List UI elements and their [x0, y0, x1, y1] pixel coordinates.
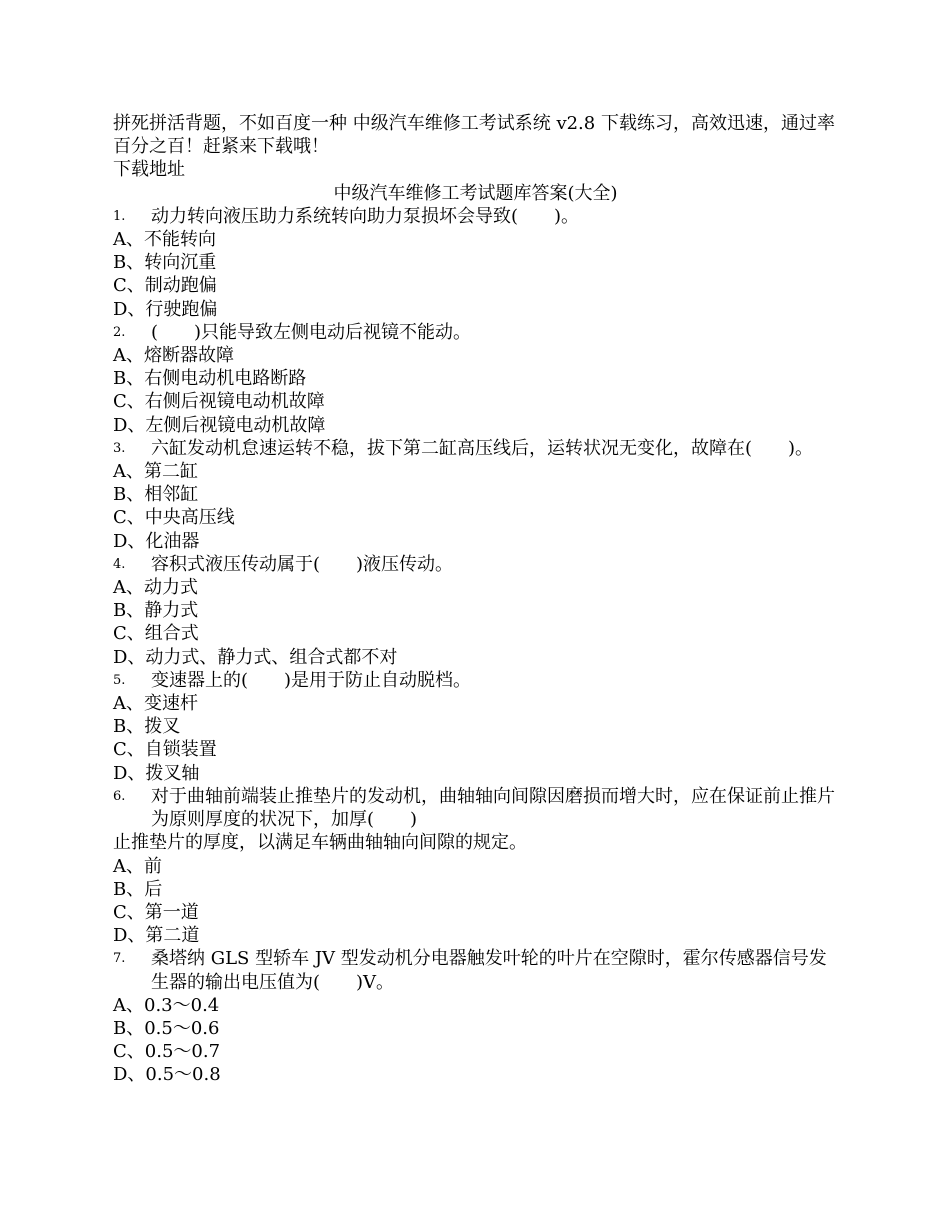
- option-a: A、变速杆: [113, 693, 198, 715]
- option-b: B、转向沉重: [113, 252, 217, 274]
- option-c: C、右侧后视镜电动机故障: [113, 391, 325, 413]
- question-number: 7.: [113, 951, 126, 967]
- question-text: 六缸发动机怠速运转不稳，拔下第二缸高压线后，运转状况无变化，故障在( )。: [151, 437, 814, 459]
- question-number: 6.: [113, 788, 126, 804]
- question-text: 动力转向液压助力系统转向助力泵损坏会导致( )。: [151, 205, 580, 227]
- question-text: 变速器上的( )是用于防止自动脱档。: [151, 669, 472, 691]
- question: [113, 553, 838, 669]
- download-link[interactable]: 下载地址: [113, 159, 185, 181]
- question-text-continuation: 止推垫片的厚度，以满足车辆曲轴轴向间隙的规定。: [113, 832, 527, 854]
- intro-text: 拼死拼活背题，不如百度一种 中级汽车维修工考试系统 v2.8 下载练习，高效迅速，通过率百分之百！赶紧来下载哦！: [113, 113, 835, 158]
- option-c: C、制动跑偏: [113, 275, 217, 297]
- question: [113, 785, 838, 947]
- option-a: A、前: [113, 855, 162, 877]
- question: [113, 205, 838, 321]
- option-b: B、静力式: [113, 600, 199, 622]
- option-a: A、熔断器故障: [113, 345, 234, 367]
- option-a: A、不能转向: [113, 229, 216, 251]
- option-b: B、0.5～0.6: [113, 1017, 220, 1039]
- document-title: 中级汽车维修工考试题库答案(大全): [333, 182, 618, 204]
- document-page: [113, 112, 838, 1087]
- option-d: D、行驶跑偏: [113, 298, 218, 320]
- question: [113, 669, 838, 785]
- option-b: B、拨叉: [113, 716, 181, 738]
- option-b: B、右侧电动机电路断路: [113, 368, 307, 390]
- option-c: C、0.5～0.7: [113, 1041, 221, 1063]
- option-d: D、动力式、静力式、组合式都不对: [113, 646, 398, 668]
- option-d: D、左侧后视镜电动机故障: [113, 414, 326, 436]
- question-number: 2.: [113, 324, 126, 340]
- option-c: C、中央高压线: [113, 507, 235, 529]
- question: [113, 321, 838, 437]
- option-c: C、自锁装置: [113, 739, 217, 761]
- option-a: A、0.3～0.4: [113, 994, 220, 1016]
- option-d: D、化油器: [113, 530, 200, 552]
- question-number: 3.: [113, 440, 126, 456]
- question-number: 1.: [113, 208, 126, 224]
- question: [113, 437, 838, 553]
- option-a: A、第二缸: [113, 461, 198, 483]
- question-text: 对于曲轴前端装止推垫片的发动机，曲轴轴向间隙因磨损而增大时，应在保证前止推片为原则厚度的状况下，加厚( ): [151, 785, 835, 831]
- option-b: B、后: [113, 878, 163, 900]
- question: [113, 947, 838, 1086]
- option-c: C、第一道: [113, 901, 199, 923]
- option-a: A、动力式: [113, 577, 198, 599]
- question-number: 5.: [113, 672, 126, 688]
- question-text: 桑塔纳 GLS 型轿车 JV 型发动机分电器触发叶轮的叶片在空隙时，霍尔传感器信号发生器的输出电压值为( )V。: [151, 948, 827, 993]
- option-d: D、0.5～0.8: [113, 1064, 221, 1086]
- option-d: D、第二道: [113, 925, 200, 947]
- question-text: ( )只能导致左侧电动后视镜不能动。: [151, 321, 472, 343]
- option-c: C、组合式: [113, 623, 199, 645]
- question-text: 容积式液压传动属于( )液压传动。: [151, 553, 454, 575]
- question-number: 4.: [113, 556, 126, 572]
- option-b: B、相邻缸: [113, 484, 199, 506]
- option-d: D、拨叉轴: [113, 762, 200, 784]
